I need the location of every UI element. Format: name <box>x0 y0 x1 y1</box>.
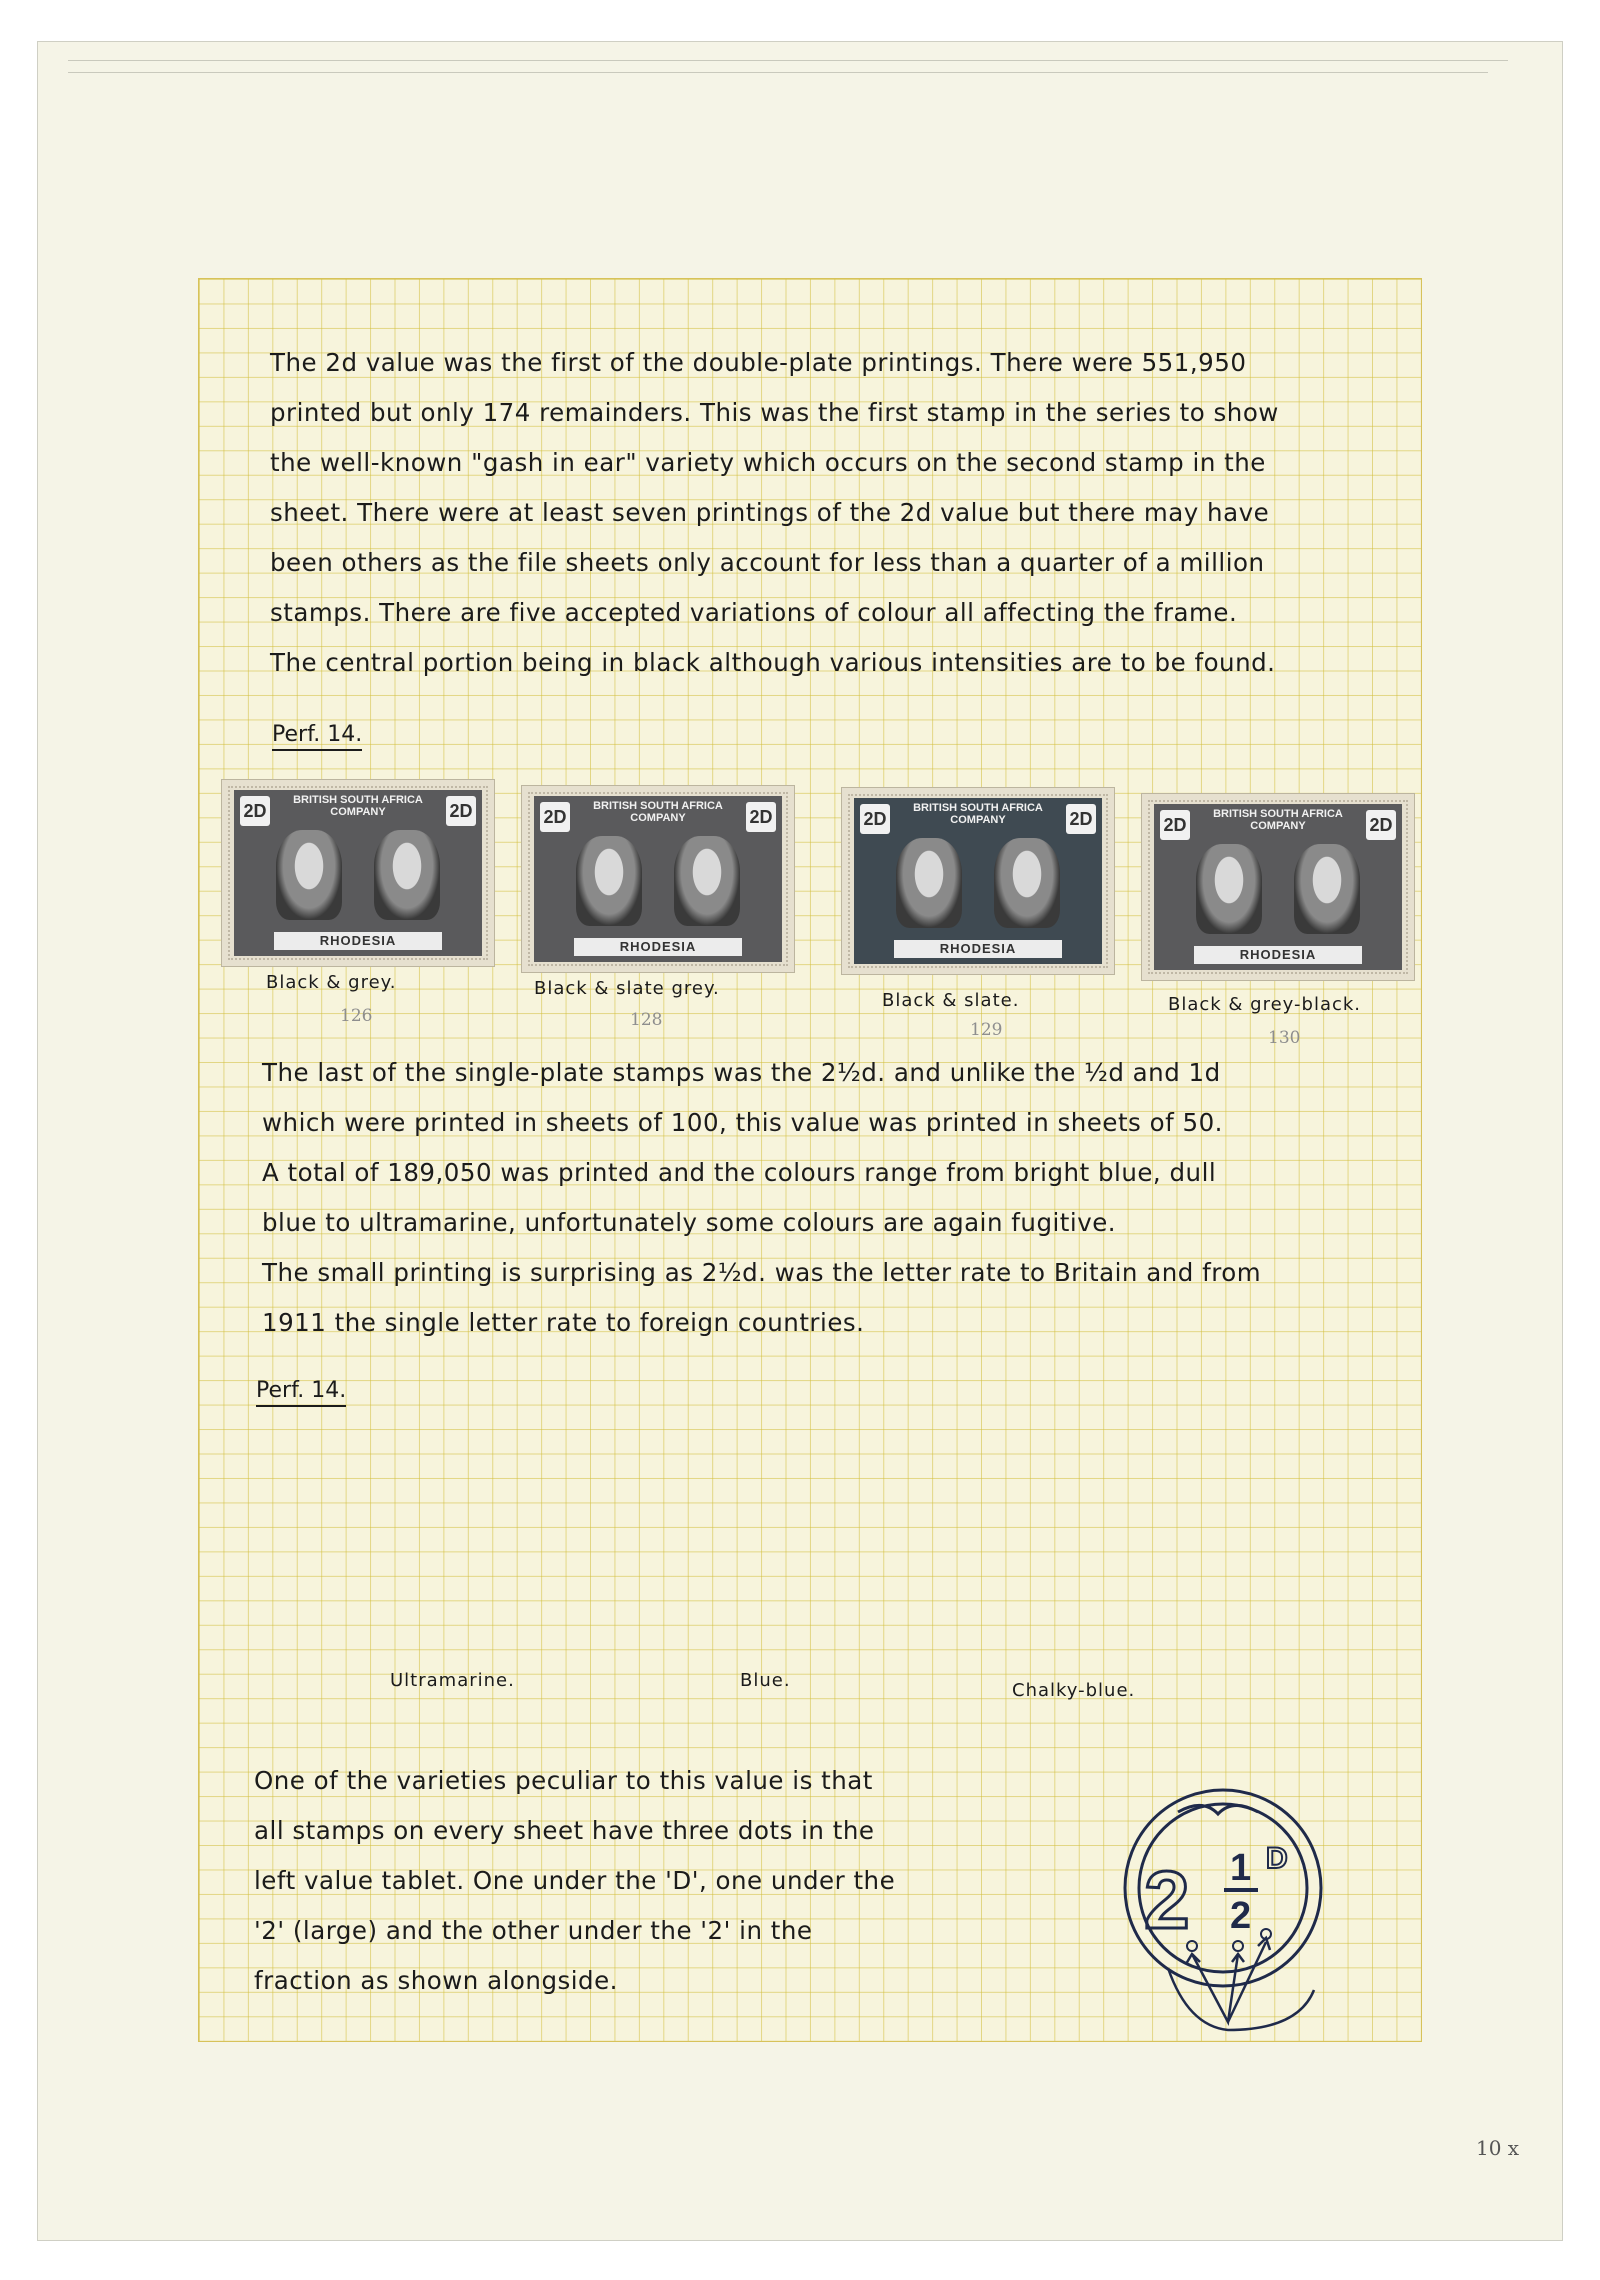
stamp-value-tablet: 2D <box>446 796 476 826</box>
empty-slot-label: Chalky-blue. <box>1012 1680 1136 1701</box>
text-line: all stamps on every sheet have three dots in the <box>254 1816 875 1845</box>
stamp-country-label: RHODESIA <box>894 940 1062 958</box>
value-tablet-diagram <box>1108 1768 1338 2038</box>
stamp-country-label: RHODESIA <box>1194 946 1362 964</box>
text-line: left value tablet. One under the 'D', one under the <box>254 1866 896 1895</box>
variety-dot <box>1233 1941 1243 1951</box>
text-line: One of the varieties peculiar to this value is that <box>254 1766 873 1795</box>
stamp-value-tablet: 2D <box>1160 810 1190 840</box>
stamp-country-label: RHODESIA <box>574 938 742 956</box>
text-line: A total of 189,050 was printed and the colours range from bright blue, dull <box>262 1158 1217 1187</box>
text-line: 1911 the single letter rate to foreign countries. <box>262 1308 865 1337</box>
empty-slot-label: Blue. <box>740 1670 791 1691</box>
text-line: The central portion being in black although various intensities are to be found. <box>270 648 1276 677</box>
stamp-header: BRITISH SOUTH AFRICA COMPANY <box>1213 808 1343 832</box>
stamp-2d-black-slate[interactable] <box>842 788 1114 974</box>
perf-heading: Perf. 14. <box>272 722 362 751</box>
text-line: fraction as shown alongside. <box>254 1966 618 1995</box>
stamp-caption: Black & slate grey. <box>534 978 720 999</box>
text-line: The last of the single-plate stamps was the 2½d. and unlike the ½d and 1d <box>262 1058 1221 1087</box>
stamp-country-label: RHODESIA <box>274 932 442 950</box>
text-line: The small printing is surprising as 2½d. was the letter rate to Britain and from <box>262 1258 1262 1287</box>
text-line: sheet. There were at least seven printings of the 2d value but there may have <box>270 498 1270 527</box>
text-line: stamps. There are five accepted variations of colour all affecting the frame. <box>270 598 1238 627</box>
stamp-header: BRITISH SOUTH AFRICA COMPANY <box>293 794 423 818</box>
stamp-header: BRITISH SOUTH AFRICA COMPANY <box>593 800 723 824</box>
empty-slot-label: Ultramarine. <box>390 1670 515 1691</box>
stamp-value-tablet: 2D <box>860 804 890 834</box>
king-portrait <box>674 836 740 926</box>
variety-dot <box>1187 1941 1197 1951</box>
catalogue-number: 128 <box>630 1010 663 1030</box>
varieties-paragraph <box>254 1756 895 2006</box>
page-number: 10 x <box>1476 2136 1520 2160</box>
text-line: The 2d value was the first of the double-plate printings. There were 551,950 <box>270 348 1247 377</box>
text-line: '2' (large) and the other under the '2' in the <box>254 1916 813 1945</box>
stamp-caption: Black & slate. <box>882 990 1020 1011</box>
stamp-caption: Black & grey-black. <box>1168 994 1362 1015</box>
stamp-value-tablet: 2D <box>746 802 776 832</box>
catalogue-number: 126 <box>340 1006 373 1026</box>
stamp-2d-black-grey[interactable] <box>222 780 494 966</box>
page-edge-line <box>68 72 1488 73</box>
catalogue-number: 130 <box>1268 1028 1301 1048</box>
perf-heading: Perf. 14. <box>256 1378 346 1407</box>
diagram-big-two: 2 <box>1144 1855 1190 1946</box>
king-portrait <box>994 838 1060 928</box>
stamp-2d-black-grey-black[interactable] <box>1142 794 1414 980</box>
stamp-header: BRITISH SOUTH AFRICA COMPANY <box>913 802 1043 826</box>
stamp-2d-black-slate-grey[interactable] <box>522 786 794 972</box>
queen-portrait <box>896 838 962 928</box>
stamp-value-tablet: 2D <box>1066 804 1096 834</box>
king-portrait <box>1294 844 1360 934</box>
queen-portrait <box>1196 844 1262 934</box>
king-portrait <box>374 830 440 920</box>
queen-portrait <box>276 830 342 920</box>
diagram-swoosh <box>1168 1968 1314 2030</box>
stamp-caption: Black & grey. <box>266 972 397 993</box>
text-line: printed but only 174 remainders. This was the first stamp in the series to show <box>270 398 1279 427</box>
queen-portrait <box>576 836 642 926</box>
text-line: blue to ultramarine, unfortunately some colours are again fugitive. <box>262 1208 1117 1237</box>
stamp-value-tablet: 2D <box>1366 810 1396 840</box>
stamp-value-tablet: 2D <box>540 802 570 832</box>
diagram-d-letter: D <box>1266 1842 1288 1875</box>
page-edge-line <box>68 60 1508 61</box>
text-line: been others as the file sheets only account for less than a quarter of a million <box>270 548 1265 577</box>
catalogue-number: 129 <box>970 1020 1003 1040</box>
text-line: which were printed in sheets of 100, this value was printed in sheets of 50. <box>262 1108 1223 1137</box>
intro-2d-paragraph <box>270 338 1279 688</box>
diagram-numerator: 1 <box>1230 1847 1252 1889</box>
diagram-denominator: 2 <box>1230 1895 1252 1937</box>
text-line: the well-known "gash in ear" variety which occurs on the second stamp in the <box>270 448 1266 477</box>
stamp-value-tablet: 2D <box>240 796 270 826</box>
intro-2half-paragraph <box>262 1048 1261 1348</box>
